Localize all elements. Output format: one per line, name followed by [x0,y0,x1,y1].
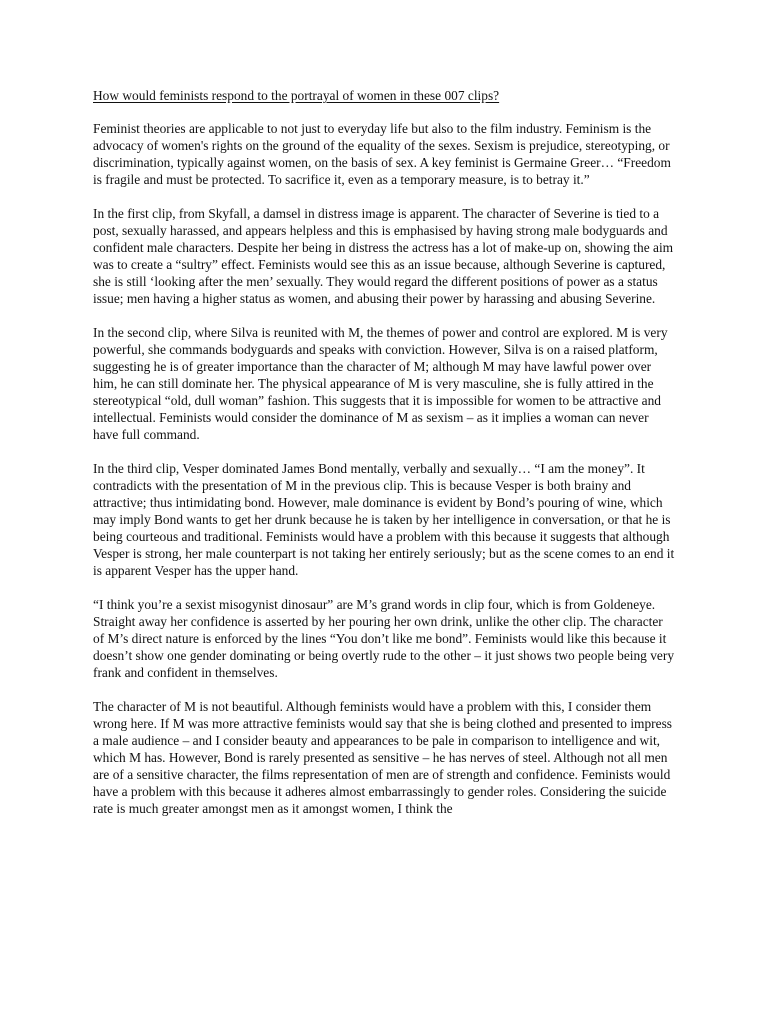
paragraph-first-clip: In the first clip, from Skyfall, a damsel in distress image is apparent. The character of Severine is tied to a post, sexually harassed, and appears helpless and this is emphasised by having strong male bodyguards and confident male characters. Despite her being in distress the actress has a lot of make-up on, showing the aim was to create a “sultry” effect. Feminists would see this as an issue because, although Severine is captured, she is still ‘looking after the men’ sexually. They would regard the different positions of power as a status issue; men having a higher status as women, and abusing their power by harassing and abusing Severine. [93,206,674,306]
paragraph-fourth-clip: “I think you’re a sexist misogynist dinosaur” are M’s grand words in clip four, which is from Goldeneye. Straight away her confidence is asserted by her pouring her own drink, unlike the other clip. The character of M’s direct nature is enforced by the lines “You don’t like me bond”. Feminists would like this because it doesn’t show one gender dominating or being overtly rude to the other – it just shows two people being very frank and confident in themselves. [93,597,675,680]
document-title: How would feminists respond to the portrayal of women in these 007 clips? [93,88,500,103]
paragraph-intro: Feminist theories are applicable to not just to everyday life but also to the film industry. Feminism is the advocacy of women's rights on the ground of the equality of the sexes. Sexism is prejudice, stereotyping, or discrimination, typically against women, on the basis of sex. A key feminist is Germaine Greer… “Freedom is fragile and must be protected. To sacrifice it, even as a temporary measure, is to betray it.” [93,121,671,187]
paragraph-character-m: The character of M is not beautiful. Although feminists would have a problem with this, I consider them wrong here. If M was more attractive feminists would say that she is being clothed and presented to impress a male audience – and I consider beauty and appearances to be pale in comparison to intelligence and wit, which M has. However, Bond is rarely presented as sensitive – he has nerves of steel. Although not all men are of a sensitive character, the films representation of men are of strength and confidence. Feminists would have a problem with this because it adheres almost embarrassingly to gender roles. Considering the suicide rate is much greater amongst men as it amongst women, I think the [93,699,672,816]
paragraph-third-clip: In the third clip, Vesper dominated James Bond mentally, verbally and sexually… “I am the money”. It contradicts with the presentation of M in the previous clip. This is because Vesper is both brainy and attractive; thus intimidating bond. However, male dominance is evident by Bond’s pouring of wine, which may imply Bond wants to get her drunk because he is taken by her intelligence in conversation, or that he is being courteous and traditional. Feminists would have a problem with this because it suggests that although Vesper is strong, her male counterpart is not taking her entirely seriously; but as the scene comes to an end it is apparent Vesper has the upper hand. [93,461,675,578]
paragraph-second-clip: In the second clip, where Silva is reunited with M, the themes of power and control are explored. M is very powerful, she commands bodyguards and speaks with conviction. However, Silva is on a raised platform, suggesting he is of greater importance than the character of M; although M may have lawful power over him, he can still dominate her. The physical appearance of M is very masculine, she is fully attired in the stereotypical “old, dull woman” fashion. This suggests that it is impossible for women to be attractive and intellectual. Feminists would consider the dominance of M as sexism – as it implies a woman can never have full command. [93,325,668,442]
document-body [93,87,675,834]
